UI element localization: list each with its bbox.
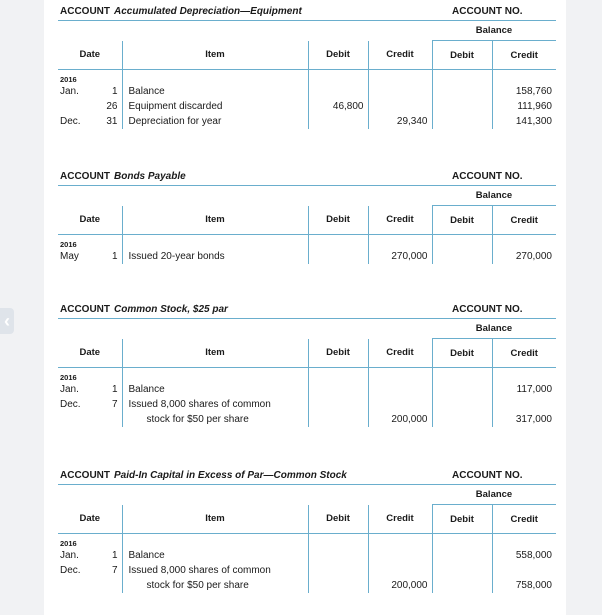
month-cell: Dec.: [60, 565, 81, 576]
balance-debit-cell: [432, 114, 492, 129]
day-cell: 1: [96, 84, 122, 99]
day-cell: 7: [96, 563, 122, 593]
balance-debit-cell: [432, 99, 492, 114]
item-text: Balance: [128, 86, 165, 97]
debit-cell: [308, 114, 368, 129]
ledger-table: [58, 319, 556, 427]
item-text: Depreciation for year: [128, 116, 222, 127]
balance-debit-header: Debit: [432, 505, 492, 534]
table-row: [58, 99, 556, 114]
date-header: Date: [58, 206, 122, 235]
account-name: Paid-In Capital in Excess of Par—Common Stock: [114, 470, 347, 481]
balance-credit-cell: 270,000: [515, 251, 552, 262]
day-cell: 31: [96, 114, 122, 129]
day-cell: 1: [96, 382, 122, 397]
credit-cell: 270,000: [368, 249, 432, 264]
item-text-continued: stock for $50 per share: [146, 414, 249, 425]
previous-page-arrow-icon[interactable]: ‹: [0, 308, 14, 334]
ledger-account-4: [58, 464, 556, 591]
credit-cell: [368, 382, 432, 397]
ledger-page: [50, 0, 564, 615]
balance-debit-cell: [432, 397, 492, 427]
month-cell: Jan.: [60, 384, 79, 395]
account-label: ACCOUNT: [60, 304, 110, 315]
balance-credit-header: Credit: [492, 41, 556, 70]
balance-credit-cell: 317,000: [515, 414, 552, 425]
debit-cell: [308, 382, 368, 397]
year-label: 2016: [58, 368, 122, 383]
year-label: 2016: [58, 534, 122, 549]
ledger-table: [58, 21, 556, 129]
date-header: Date: [58, 41, 122, 70]
account-name: Bonds Payable: [114, 171, 186, 182]
item-cell: [122, 563, 308, 593]
ledger-header: [58, 298, 556, 318]
balance-debit-header: Debit: [432, 339, 492, 368]
debit-cell: [308, 249, 368, 264]
balance-debit-cell: [432, 249, 492, 264]
month-cell: Dec.: [60, 116, 81, 127]
item-text: Balance: [128, 384, 165, 395]
table-row: [58, 563, 556, 593]
ledger-table: [58, 485, 556, 593]
ledger-account-2: [58, 165, 556, 262]
item-cell: [122, 382, 308, 397]
ledger-account-3: [58, 298, 556, 425]
item-header: Item: [122, 206, 308, 235]
debit-cell: [308, 84, 368, 99]
debit-cell: [308, 548, 368, 563]
credit-cell: [368, 548, 432, 563]
day-cell: 1: [96, 249, 122, 264]
account-title: [60, 304, 228, 315]
day-cell: 26: [96, 99, 122, 114]
balance-credit-header: Credit: [492, 206, 556, 235]
date-header: Date: [58, 339, 122, 368]
balance-debit-cell: [432, 84, 492, 99]
balance-debit-header: Debit: [432, 41, 492, 70]
ledger-table: [58, 186, 556, 264]
balance-debit-cell: [432, 563, 492, 593]
account-label: ACCOUNT: [60, 6, 110, 17]
credit-cell: 29,340: [368, 114, 432, 129]
credit-cell: 200,000: [368, 397, 432, 427]
account-label: ACCOUNT: [60, 470, 110, 481]
ledger-header: [58, 165, 556, 185]
balance-debit-cell: [432, 548, 492, 563]
ledger-account-1: [58, 0, 556, 127]
balance-credit-cell: 758,000: [515, 580, 552, 591]
item-header: Item: [122, 505, 308, 534]
year-label: 2016: [58, 235, 122, 250]
credit-header: Credit: [368, 339, 432, 368]
ledger-header: [58, 464, 556, 484]
credit-cell: [368, 99, 432, 114]
month-cell: [58, 99, 96, 114]
balance-header: Balance: [432, 21, 556, 41]
debit-header: Debit: [308, 41, 368, 70]
item-cell: [122, 84, 308, 99]
balance-credit-cell: 558,000: [515, 550, 552, 561]
balance-credit-header: Credit: [492, 505, 556, 534]
item-cell: [122, 114, 308, 129]
table-row: [58, 84, 556, 99]
balance-credit-cell: 111,960: [517, 101, 552, 112]
debit-cell: [308, 563, 368, 593]
ledger-header: [58, 0, 556, 20]
item-text-continued: stock for $50 per share: [146, 580, 249, 591]
item-cell: [122, 397, 308, 427]
balance-credit-cell: 141,300: [515, 116, 552, 127]
account-name: Accumulated Depreciation—Equipment: [114, 6, 302, 17]
account-title: [60, 470, 347, 481]
item-text: Issued 8,000 shares of common: [128, 399, 271, 410]
account-no-label: ACCOUNT NO.: [452, 6, 523, 17]
balance-debit-header: Debit: [432, 206, 492, 235]
item-header: Item: [122, 339, 308, 368]
right-margin: [566, 0, 602, 615]
table-row: [58, 249, 556, 264]
balance-header: Balance: [432, 319, 556, 339]
item-text: Issued 8,000 shares of common: [128, 565, 271, 576]
item-cell: [122, 249, 308, 264]
debit-header: Debit: [308, 505, 368, 534]
item-text: Balance: [128, 550, 165, 561]
table-row: [58, 382, 556, 397]
month-cell: May: [60, 251, 79, 262]
balance-debit-cell: [432, 382, 492, 397]
account-name: Common Stock, $25 par: [114, 304, 228, 315]
item-header: Item: [122, 41, 308, 70]
credit-header: Credit: [368, 206, 432, 235]
account-label: ACCOUNT: [60, 171, 110, 182]
credit-cell: 200,000: [368, 563, 432, 593]
account-no-label: ACCOUNT NO.: [452, 171, 523, 182]
item-text: Issued 20-year bonds: [128, 251, 225, 262]
month-cell: Dec.: [60, 399, 81, 410]
month-cell: Jan.: [60, 86, 79, 97]
credit-header: Credit: [368, 41, 432, 70]
date-header: Date: [58, 505, 122, 534]
balance-header: Balance: [432, 186, 556, 206]
debit-cell: 46,800: [308, 99, 368, 114]
item-cell: [122, 548, 308, 563]
day-cell: 7: [96, 397, 122, 427]
balance-credit-header: Credit: [492, 339, 556, 368]
table-row: [58, 548, 556, 563]
item-cell: [122, 99, 308, 114]
month-cell: Jan.: [60, 550, 79, 561]
account-no-label: ACCOUNT NO.: [452, 304, 523, 315]
account-title: [60, 171, 186, 182]
account-title: [60, 6, 302, 17]
day-cell: 1: [96, 548, 122, 563]
table-row: [58, 397, 556, 427]
balance-header: Balance: [432, 485, 556, 505]
item-text: Equipment discarded: [128, 101, 223, 112]
balance-credit-cell: 158,760: [515, 86, 552, 97]
debit-header: Debit: [308, 339, 368, 368]
debit-header: Debit: [308, 206, 368, 235]
account-no-label: ACCOUNT NO.: [452, 470, 523, 481]
year-label: 2016: [58, 70, 122, 85]
balance-credit-cell: 117,000: [516, 384, 552, 395]
debit-cell: [308, 397, 368, 427]
table-row: [58, 114, 556, 129]
credit-cell: [368, 84, 432, 99]
credit-header: Credit: [368, 505, 432, 534]
